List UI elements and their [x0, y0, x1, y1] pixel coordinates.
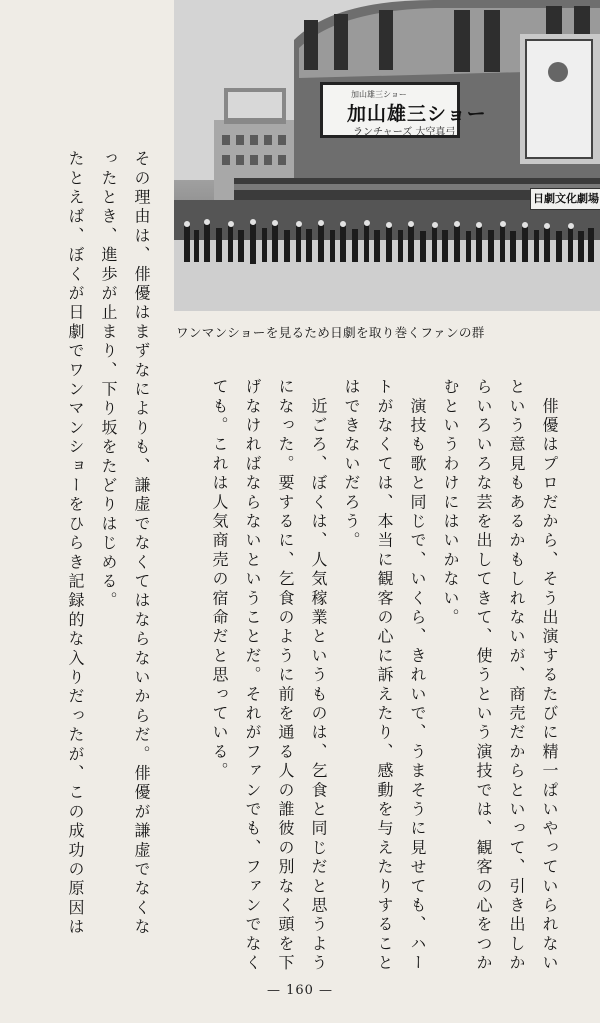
text-column: 俳優はプロだから、そう出演するたびに精一ぱいやっていられない — [540, 378, 559, 974]
text-column: ったとき、進歩が止まり、下り坂をたどりはじめる。 — [99, 150, 118, 611]
text-column: になった。要するに、乞食のように前を通る人の誰彼の別なく頭を下 — [276, 378, 295, 974]
text-column: という意見もあるかもしれないが、商売だからといって、引き出しか — [507, 378, 526, 974]
marquee-main-text: 加山雄三ショー — [347, 103, 487, 125]
text-column: たとえば、ぼくが日劇でワンマンショーをひらき記録的な入りだったが、この成功の原因は — [66, 150, 85, 938]
text-column: ても。これは人気商売の宿命だと思っている。 — [210, 378, 229, 782]
text-column: むというわけにはいかない。 — [441, 378, 460, 628]
marquee-top-text: 加山雄三ショー — [351, 90, 407, 99]
text-column: 近ごろ、ぼくは、人気稼業というものは、乞食と同じだと思うよう — [309, 378, 328, 974]
marquee-bottom-text: ランチャーズ 大空真弓 — [353, 127, 456, 138]
text-column: その理由は、俳優はまずなによりも、謙虚でなくてはならないからだ。俳優が謙虚でなくな — [132, 150, 151, 938]
marquee-sign — [320, 82, 487, 138]
text-column: 演技も歌と同じで、いくら、きれいで、うまそうに見せても、ハー — [408, 378, 427, 974]
text-column: トがなくては、本当に観客の心に訴えたり、感動を与えたりすること — [375, 378, 394, 974]
text-column: らいろいろな芸を出してきて、使うという演技では、観客の心をつか — [474, 378, 493, 974]
theatre-name-sign: 日劇文化劇場 — [530, 188, 600, 210]
text-column: はできないだろう。 — [342, 378, 361, 551]
theatre-photo — [174, 0, 600, 311]
text-column: げなければならないということだ。それがファンでも、ファンでなく — [243, 378, 262, 974]
photo-caption: ワンマンショーを見るため日劇を取り巻くファンの群 — [176, 325, 485, 340]
page-number: — 160 — — [266, 983, 334, 998]
theatre-photo-drawing — [174, 0, 600, 311]
